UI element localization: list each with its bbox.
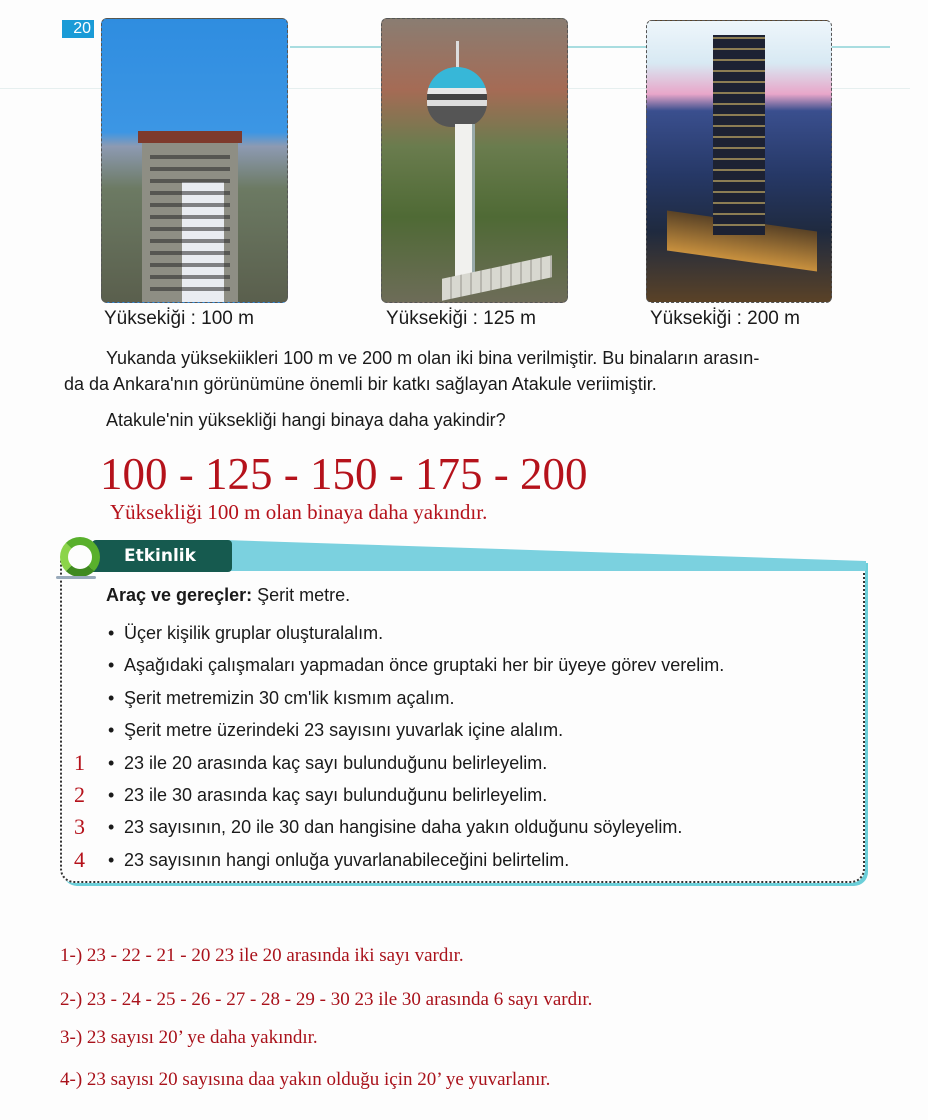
photo-caption: Yükseki̇ği : 125 m: [386, 308, 536, 329]
bullet-icon: •: [108, 655, 115, 676]
photo-apartment-building: [101, 18, 288, 303]
step-marker: 3: [74, 814, 85, 840]
photo-skyscraper: [646, 20, 832, 303]
bullet-icon: •: [108, 849, 115, 870]
materials: [106, 585, 350, 606]
icon-shadow: [56, 576, 96, 579]
list-item: [74, 844, 724, 876]
step-text: 23 sayısının hangi onluğa yuvarlanabileceğini belirtelim.: [124, 849, 570, 870]
step-text: 23 ile 20 arasında kaç sayı bulunduğunu belirleyelim.: [124, 752, 548, 773]
building-windows: [150, 149, 230, 299]
bullet-icon: •: [108, 720, 115, 741]
list-item: [108, 649, 724, 681]
step-text: Üçer kişilik gruplar oluşturalalım.: [124, 623, 384, 643]
building-roof: [138, 131, 242, 143]
bullet-icon: •: [108, 687, 115, 708]
bullet-icon: •: [108, 752, 115, 773]
step-marker: 1: [74, 749, 85, 775]
answer-line-1: 1-) 23 - 22 - 21 - 20 23 ile 20 arasında iki sayı vardır.: [60, 945, 464, 966]
bullet-icon: •: [108, 817, 115, 838]
tower-shaft: [455, 124, 475, 289]
recycle-icon: [60, 537, 100, 577]
tower-antenna: [456, 41, 459, 69]
bullet-icon: •: [108, 784, 115, 805]
answer-line-2: 2-) 23 - 24 - 25 - 26 - 27 - 28 - 29 - 30 23 ile 30 arasında 6 sayı vardır.: [60, 989, 593, 1010]
skyscraper-tower: [713, 35, 765, 235]
handwritten-answer: Yüksekliği 100 m olan binaya daha yakındır.: [110, 500, 488, 524]
list-item: [74, 811, 724, 843]
list-item: [108, 617, 724, 649]
list-item: [108, 714, 724, 746]
step-text: 23 ile 30 arasında kaç sayı bulunduğunu belirleyelim.: [124, 784, 548, 805]
answer-line-4: 4-) 23 sayısı 20 sayısına daa yakın olduğu için 20’ ye yuvarlanır.: [60, 1069, 551, 1090]
step-marker: 4: [74, 846, 85, 872]
step-text: 23 sayısının, 20 ile 30 dan hangisine daha yakın olduğunu söyleyelim.: [124, 817, 683, 838]
activity-steps: [74, 617, 725, 876]
list-item: [74, 747, 724, 779]
step-text: Şerit metremizin 30 cm'lik kısmım açalım.: [124, 687, 455, 708]
handwritten-sequence: 100 - 125 - 150 - 175 - 200: [100, 449, 588, 499]
bullet-icon: •: [108, 623, 115, 643]
materials-label: Araç ve gereçler:: [106, 585, 253, 605]
step-text: Aşağıdaki çalışmaları yapmadan önce gruptaki her bir üyeye görev verelim.: [124, 655, 725, 676]
page-number: 20: [62, 20, 94, 38]
question: Atakule'nin yüksekliği hangi binaya daha yakindir?: [106, 410, 506, 430]
answer-line-3: 3-) 23 sayısı 20’ ye daha yakındır.: [60, 1027, 318, 1048]
activity-header-strip: [225, 540, 866, 570]
intro-line-2: da da Ankara'nın görünümüne önemli bir katkı sağlayan Atakule veriimiştir.: [64, 374, 657, 394]
activity-title: Etkinlik: [92, 540, 232, 572]
photo-caption: Yükseki̇ği : 100 m: [104, 308, 254, 329]
intro-line-1: Yukanda yüksekiikleri 100 m ve 200 m olan iki bina verilmiştir. Bu binaların arasın-: [106, 348, 760, 368]
list-item: [108, 682, 724, 714]
tower-head: [427, 67, 487, 127]
photo-atakule-tower: [381, 18, 568, 303]
step-marker: 2: [74, 781, 85, 807]
materials-value: Şerit metre.: [252, 585, 351, 605]
step-text: Şerit metre üzerindeki 23 sayısını yuvarlak içine alalım.: [124, 720, 564, 741]
photo-caption: Yükseki̇ği : 200 m: [650, 308, 800, 329]
list-item: [74, 779, 724, 811]
